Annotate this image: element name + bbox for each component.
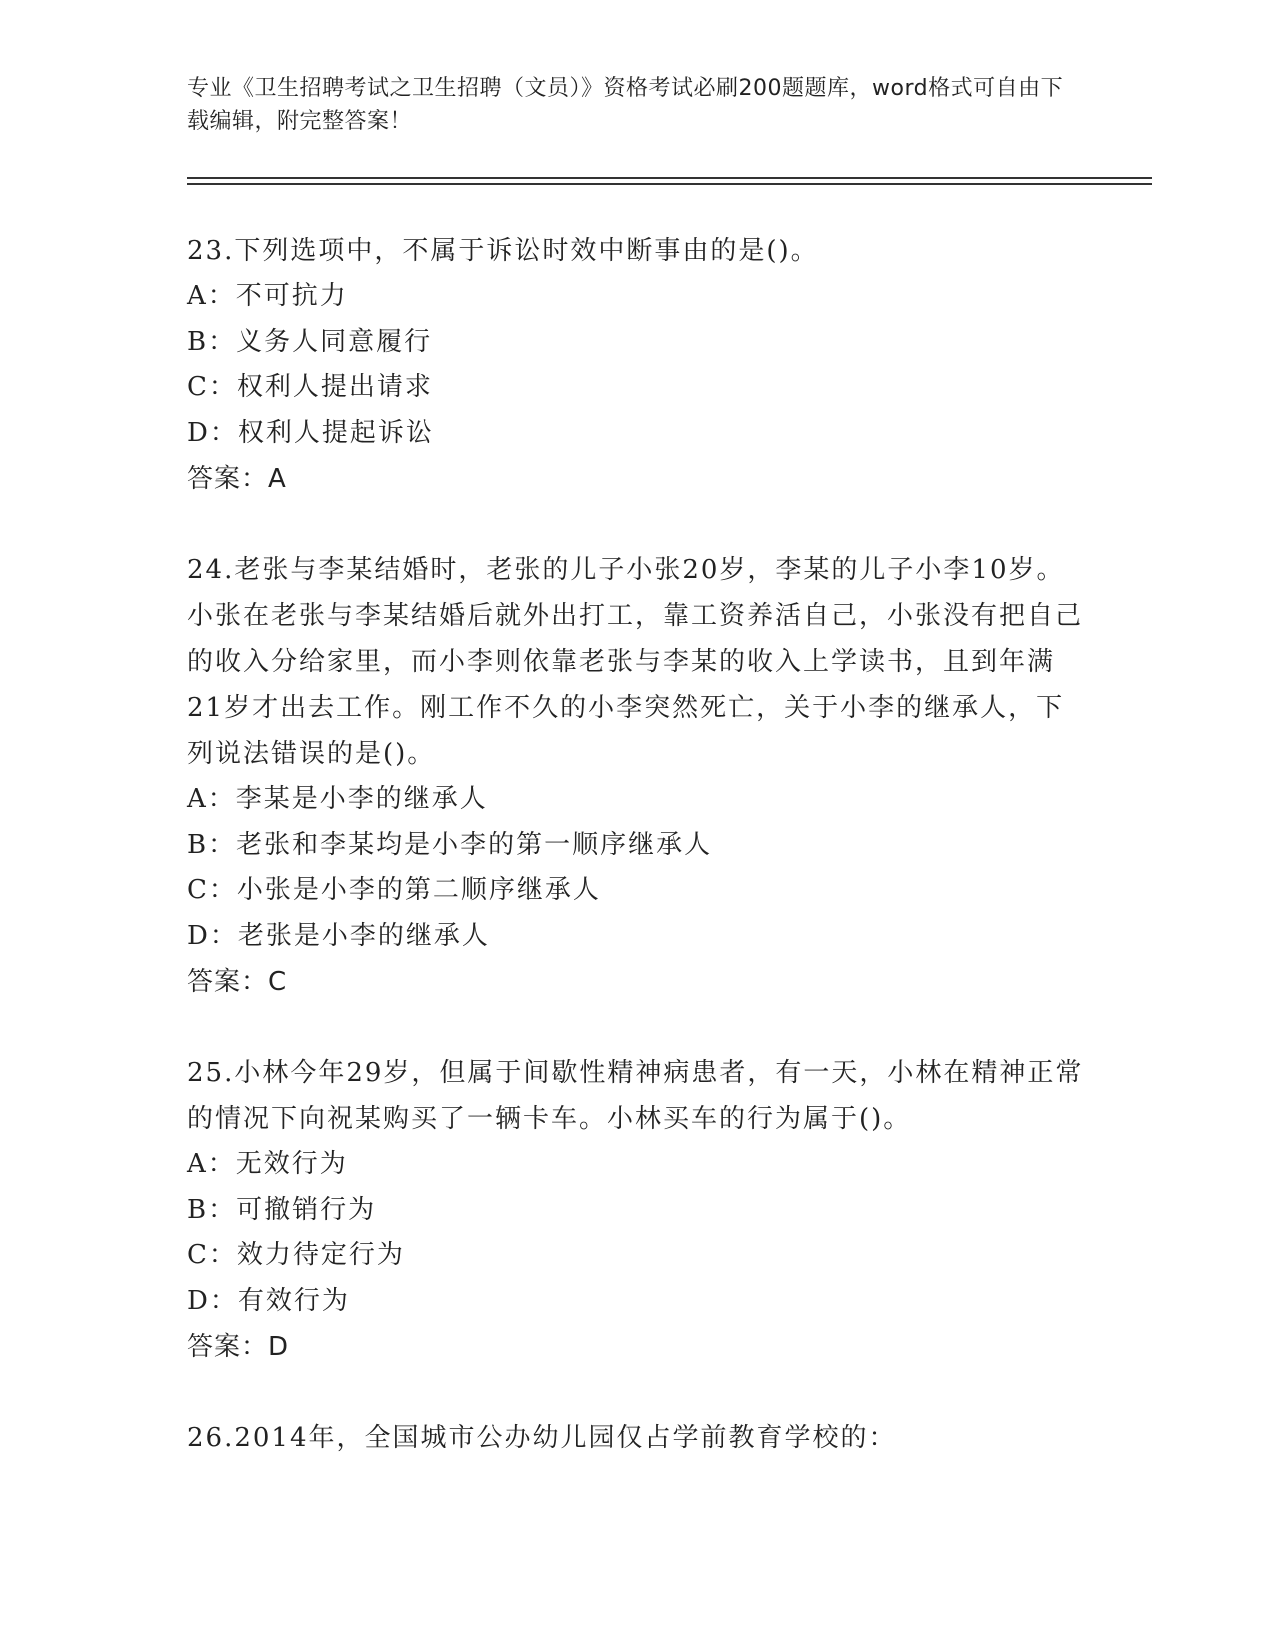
option-a: A：无效行为 [187,1149,348,1179]
option-d: D：有效行为 [187,1285,350,1316]
header-divider-top [187,177,1152,179]
option-b: B：可撤销行为 [187,1194,377,1225]
spacer [187,502,1092,547]
question-26 [187,1415,1092,1461]
question-24 [187,547,1092,1005]
header-divider-bottom [187,183,1152,185]
question-text: 25.小林今年29岁，但属于间歇性精神病患者，有一天，小林在精神正常的情况下向祝某购买了一辆卡车。小林买车的行为属于()。 [187,1058,1084,1134]
answer-label: 答案：C [187,967,288,997]
question-text: 23.下列选项中，不属于诉讼时效中断事由的是()。 [187,236,819,266]
option-c: C：权利人提出请求 [187,372,433,402]
option-c: C：小张是小李的第二顺序继承人 [187,875,601,905]
option-c: C：效力待定行为 [187,1240,405,1270]
option-d: D：老张是小李的继承人 [187,920,490,951]
document-header: 专业《卫生招聘考试之卫生招聘（文员）》资格考试必刷200题题库，word格式可自由下载编辑，附完整答案！ [187,76,1064,134]
spacer [187,1005,1092,1050]
question-25 [187,1050,1092,1370]
option-a: A：李某是小李的继承人 [187,784,488,814]
option-a: A：不可抗力 [187,281,348,311]
answer-label: 答案：D [187,1332,290,1362]
spacer [187,1370,1092,1415]
question-list [187,228,1092,1461]
option-b: B：老张和李某均是小李的第一顺序继承人 [187,829,713,860]
question-text: 24.老张与李某结婚时，老张的儿子小张20岁，李某的儿子小李10岁。小张在老张与李某结婚后就外出打工，靠工资养活自己，小张没有把自己的收入分给家里，而小李则依靠老张与李某的收入上学读书，且到年满21岁才出去工作。刚工作不久的小李突然死亡，关于小李的继承人，下列说法错误的是()。 [187,555,1084,769]
option-b: B：义务人同意履行 [187,326,433,357]
question-text: 26.2014年，全国城市公办幼儿园仅占学前教育学校的： [187,1423,897,1453]
question-23 [187,228,1092,502]
answer-label: 答案：A [187,464,287,494]
option-d: D：权利人提起诉讼 [187,417,434,448]
